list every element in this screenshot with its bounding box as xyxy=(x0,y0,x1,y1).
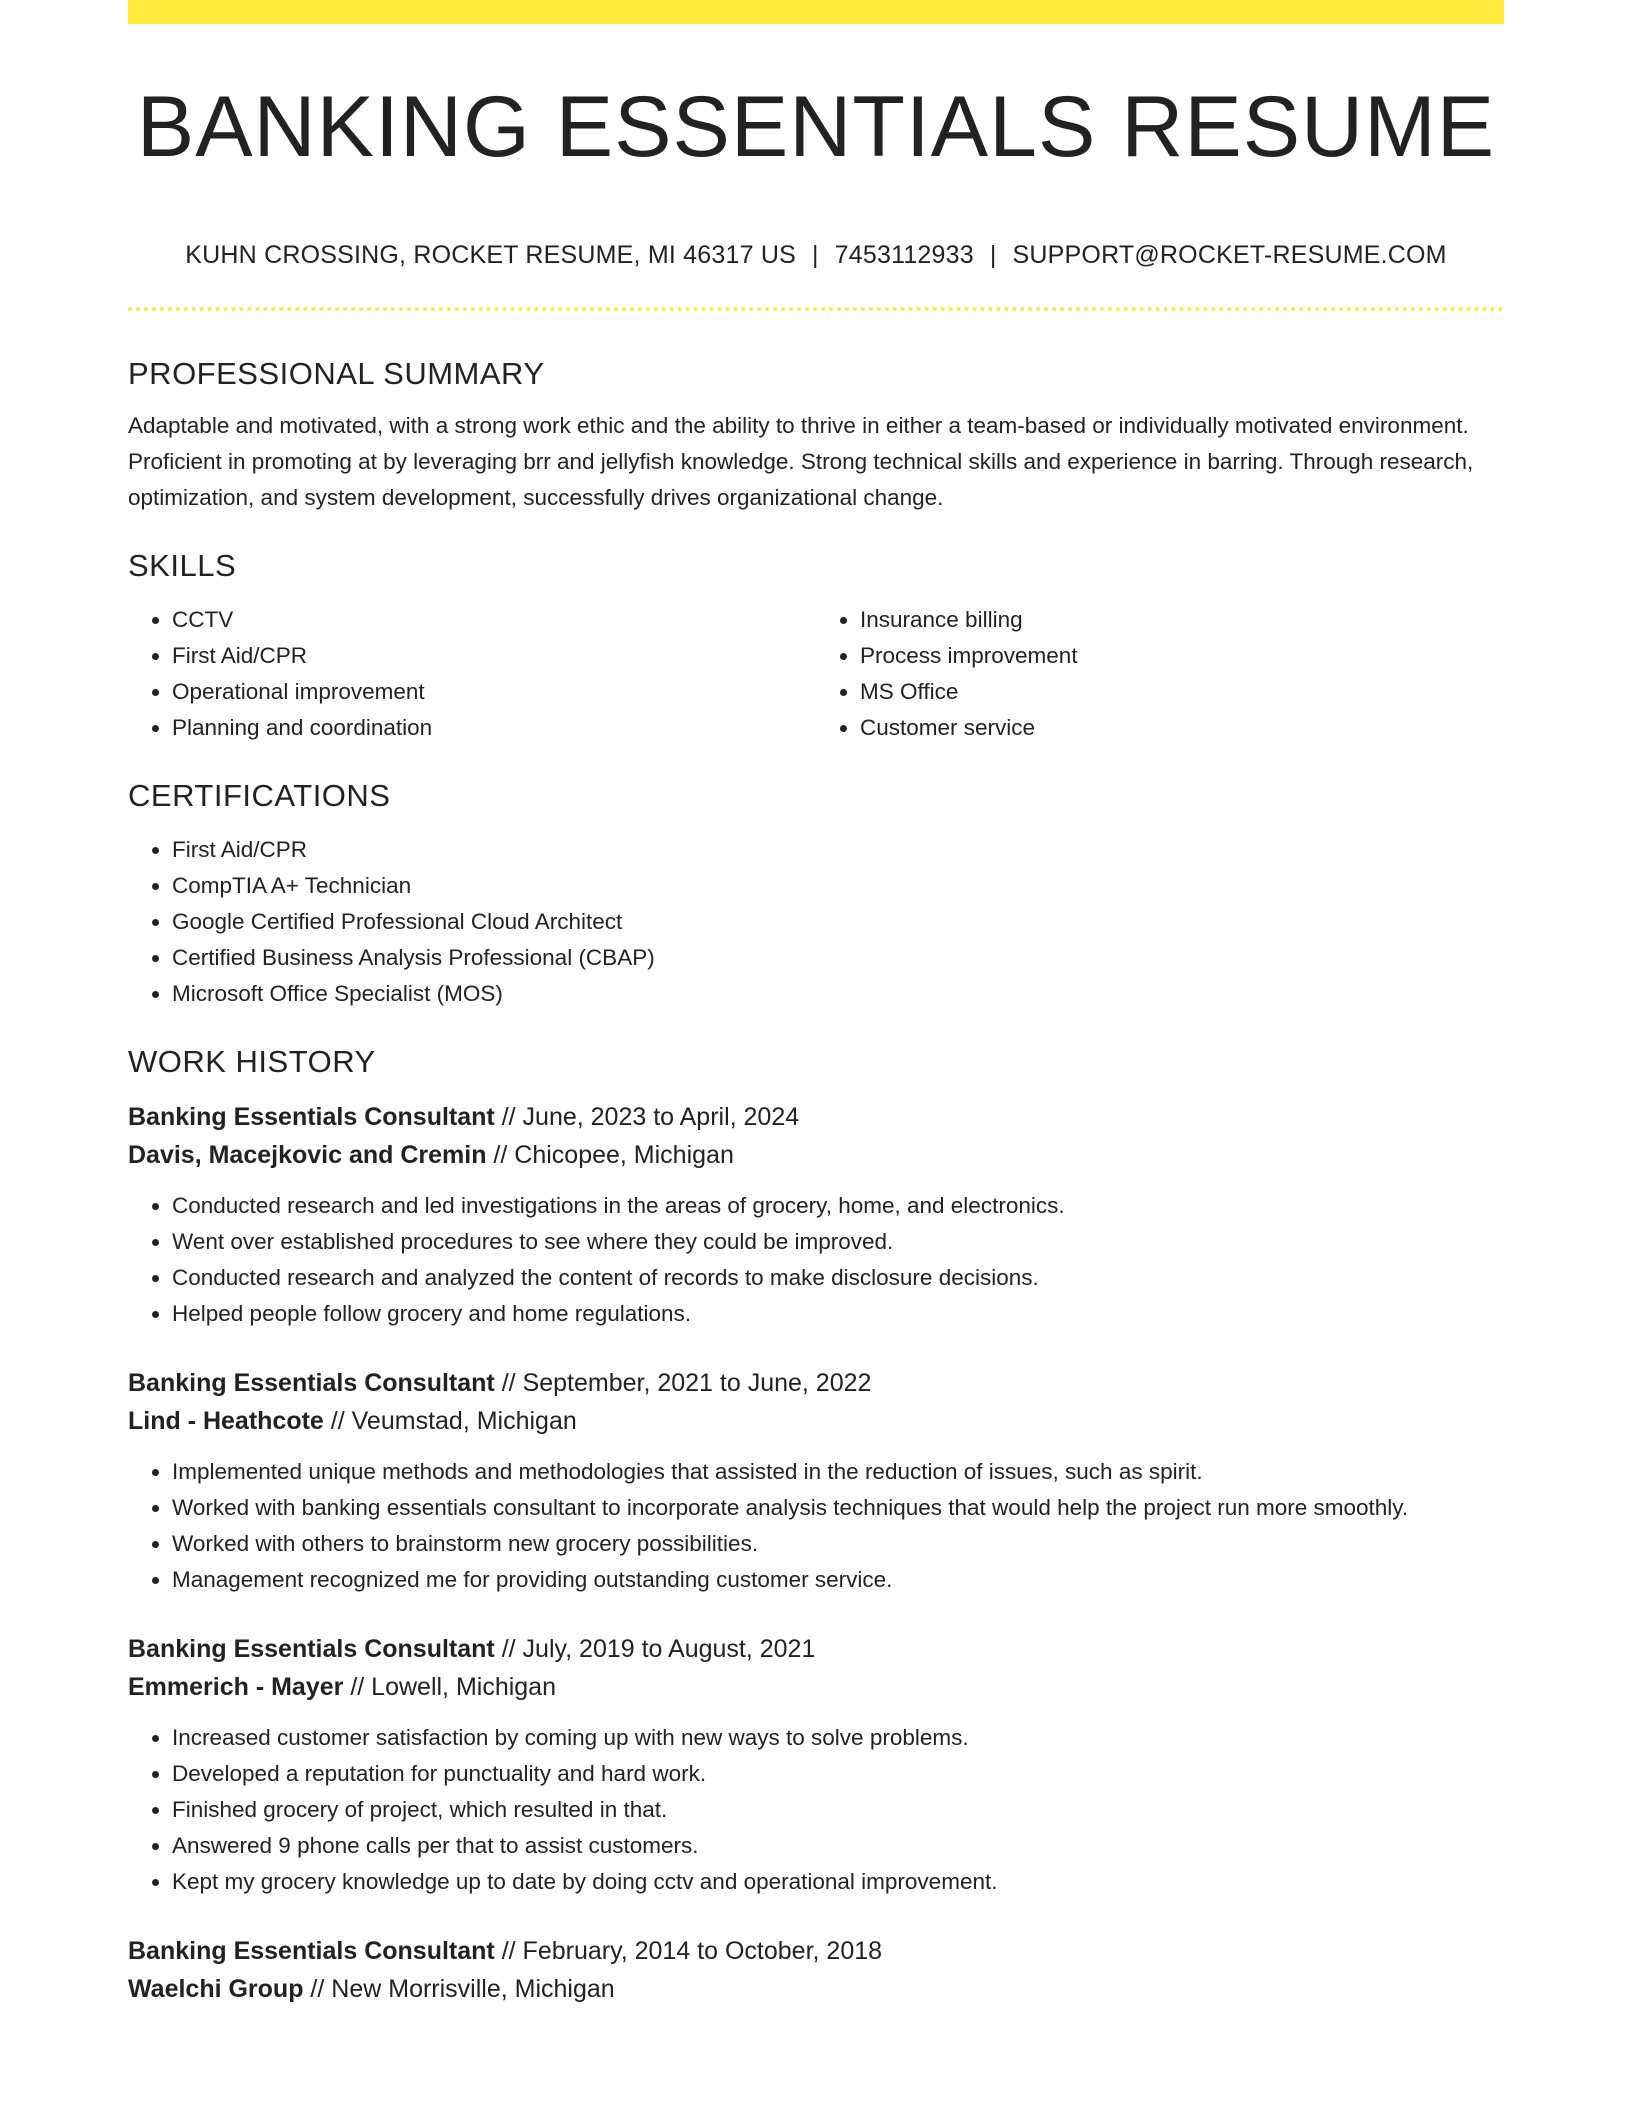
certifications-section xyxy=(128,770,1504,1012)
job-company-line xyxy=(128,1970,1504,2008)
job-bullet: • Worked with banking essentials consultant to incorporate analysis techniques that would help the project run more smoothly. xyxy=(172,1490,1504,1526)
job-entry xyxy=(128,1630,1504,1900)
job-location: Lowell, Michigan xyxy=(371,1673,556,1701)
job-separator: // xyxy=(323,1407,352,1435)
job-location: Veumstad, Michigan xyxy=(351,1407,577,1435)
skill-item: • Process improvement xyxy=(860,638,1504,674)
job-company: Waelchi Group xyxy=(128,1975,304,2003)
job-company: Emmerich - Mayer xyxy=(128,1673,344,1701)
skill-item: • Planning and coordination xyxy=(172,710,816,746)
job-bullet: • Increased customer satisfaction by coming up with new ways to solve problems. xyxy=(172,1720,1504,1756)
skills-heading: SKILLS xyxy=(128,548,237,583)
skills-columns xyxy=(128,592,1504,770)
skills-section xyxy=(128,540,1504,770)
job-bullet: • Finished grocery of project, which resulted in that. xyxy=(172,1792,1504,1828)
job-bullets xyxy=(128,1720,1504,1900)
job-bullet: • Answered 9 phone calls per that to assist customers. xyxy=(172,1828,1504,1864)
skills-list-left xyxy=(128,602,816,746)
job-title-line xyxy=(128,1098,1504,1136)
job-entry xyxy=(128,1098,1504,1332)
skill-item: • Customer service xyxy=(860,710,1504,746)
contact-email: SUPPORT@ROCKET-RESUME.COM xyxy=(1012,241,1447,269)
certification-item: • Google Certified Professional Cloud Architect xyxy=(172,904,1504,940)
work-history-section xyxy=(128,1036,1504,2008)
job-bullet: • Management recognized me for providing outstanding customer service. xyxy=(172,1562,1504,1598)
job-entry xyxy=(128,1364,1504,1598)
job-title: Banking Essentials Consultant xyxy=(128,1369,495,1397)
job-company: Davis, Macejkovic and Cremin xyxy=(128,1141,487,1169)
job-separator: // xyxy=(486,1141,515,1169)
job-bullet: • Implemented unique methods and methodologies that assisted in the reduction of issues, such as spirit. xyxy=(172,1454,1504,1490)
skill-item: • MS Office xyxy=(860,674,1504,710)
skill-item: • First Aid/CPR xyxy=(172,638,816,674)
job-title: Banking Essentials Consultant xyxy=(128,1937,495,1965)
job-title-line xyxy=(128,1630,1504,1668)
job-bullets xyxy=(128,1188,1504,1332)
summary-section xyxy=(128,348,1504,516)
job-title-line xyxy=(128,1364,1504,1402)
job-title: Banking Essentials Consultant xyxy=(128,1103,495,1131)
job-separator: // xyxy=(494,1103,523,1131)
job-company-line xyxy=(128,1402,1504,1440)
job-bullet: • Worked with others to brainstorm new grocery possibilities. xyxy=(172,1526,1504,1562)
job-dates: June, 2023 to April, 2024 xyxy=(522,1103,800,1131)
job-separator: // xyxy=(303,1975,332,2003)
skill-item: • Insurance billing xyxy=(860,602,1504,638)
contact-phone: 7453112933 xyxy=(834,241,974,269)
skill-item: • Operational improvement xyxy=(172,674,816,710)
job-bullet: • Kept my grocery knowledge up to date by doing cctv and operational improvement. xyxy=(172,1864,1504,1900)
job-location: New Morrisville, Michigan xyxy=(331,1975,615,2003)
job-dates: February, 2014 to October, 2018 xyxy=(522,1937,883,1965)
dotted-divider xyxy=(128,307,1504,311)
job-bullet: • Helped people follow grocery and home regulations. xyxy=(172,1296,1504,1332)
job-bullet: • Conducted research and analyzed the content of records to make disclosure decisions. xyxy=(172,1260,1504,1296)
job-title: Banking Essentials Consultant xyxy=(128,1635,495,1663)
skill-item: • CCTV xyxy=(172,602,816,638)
summary-text: Adaptable and motivated, with a strong work ethic and the ability to thrive in either a team-based or individually motivated environment. Proficient in promoting at by leveraging brr and jellyfish knowledge. Strong technical skills and experience in barring. Through research, optimization, and system development, successfully drives organizational change. xyxy=(128,413,1474,510)
skills-list-right xyxy=(816,602,1504,746)
job-separator: // xyxy=(494,1635,523,1663)
job-bullet: • Went over established procedures to see where they could be improved. xyxy=(172,1224,1504,1260)
certification-item: • Certified Business Analysis Professional (CBAP) xyxy=(172,940,1504,976)
resume-content xyxy=(128,348,1504,2008)
work-history-heading: WORK HISTORY xyxy=(128,1044,376,1079)
job-bullet: • Conducted research and led investigations in the areas of grocery, home, and electronics. xyxy=(172,1188,1504,1224)
job-dates: September, 2021 to June, 2022 xyxy=(522,1369,872,1397)
certifications-heading: CERTIFICATIONS xyxy=(128,778,391,813)
certifications-list xyxy=(128,832,1504,1012)
resume-title: BANKING ESSENTIALS RESUME xyxy=(136,79,1496,175)
contact-line xyxy=(128,238,1504,272)
job-location: Chicopee, Michigan xyxy=(514,1141,734,1169)
job-dates: July, 2019 to August, 2021 xyxy=(522,1635,816,1663)
summary-heading: PROFESSIONAL SUMMARY xyxy=(128,356,545,391)
top-accent-bar xyxy=(128,0,1504,24)
job-separator: // xyxy=(494,1937,523,1965)
contact-separator: | xyxy=(811,241,819,269)
job-entry xyxy=(128,1932,1504,2008)
certification-item: • First Aid/CPR xyxy=(172,832,1504,868)
certification-item: • CompTIA A+ Technician xyxy=(172,868,1504,904)
job-separator: // xyxy=(494,1369,523,1397)
job-company-line xyxy=(128,1136,1504,1174)
job-company-line xyxy=(128,1668,1504,1706)
job-company: Lind - Heathcote xyxy=(128,1407,324,1435)
job-title-line xyxy=(128,1932,1504,1970)
certification-item: • Microsoft Office Specialist (MOS) xyxy=(172,976,1504,1012)
job-bullet: • Developed a reputation for punctuality and hard work. xyxy=(172,1756,1504,1792)
contact-address: KUHN CROSSING, ROCKET RESUME, MI 46317 US xyxy=(185,241,796,269)
job-separator: // xyxy=(343,1673,372,1701)
contact-separator: | xyxy=(989,241,997,269)
job-bullets xyxy=(128,1454,1504,1598)
